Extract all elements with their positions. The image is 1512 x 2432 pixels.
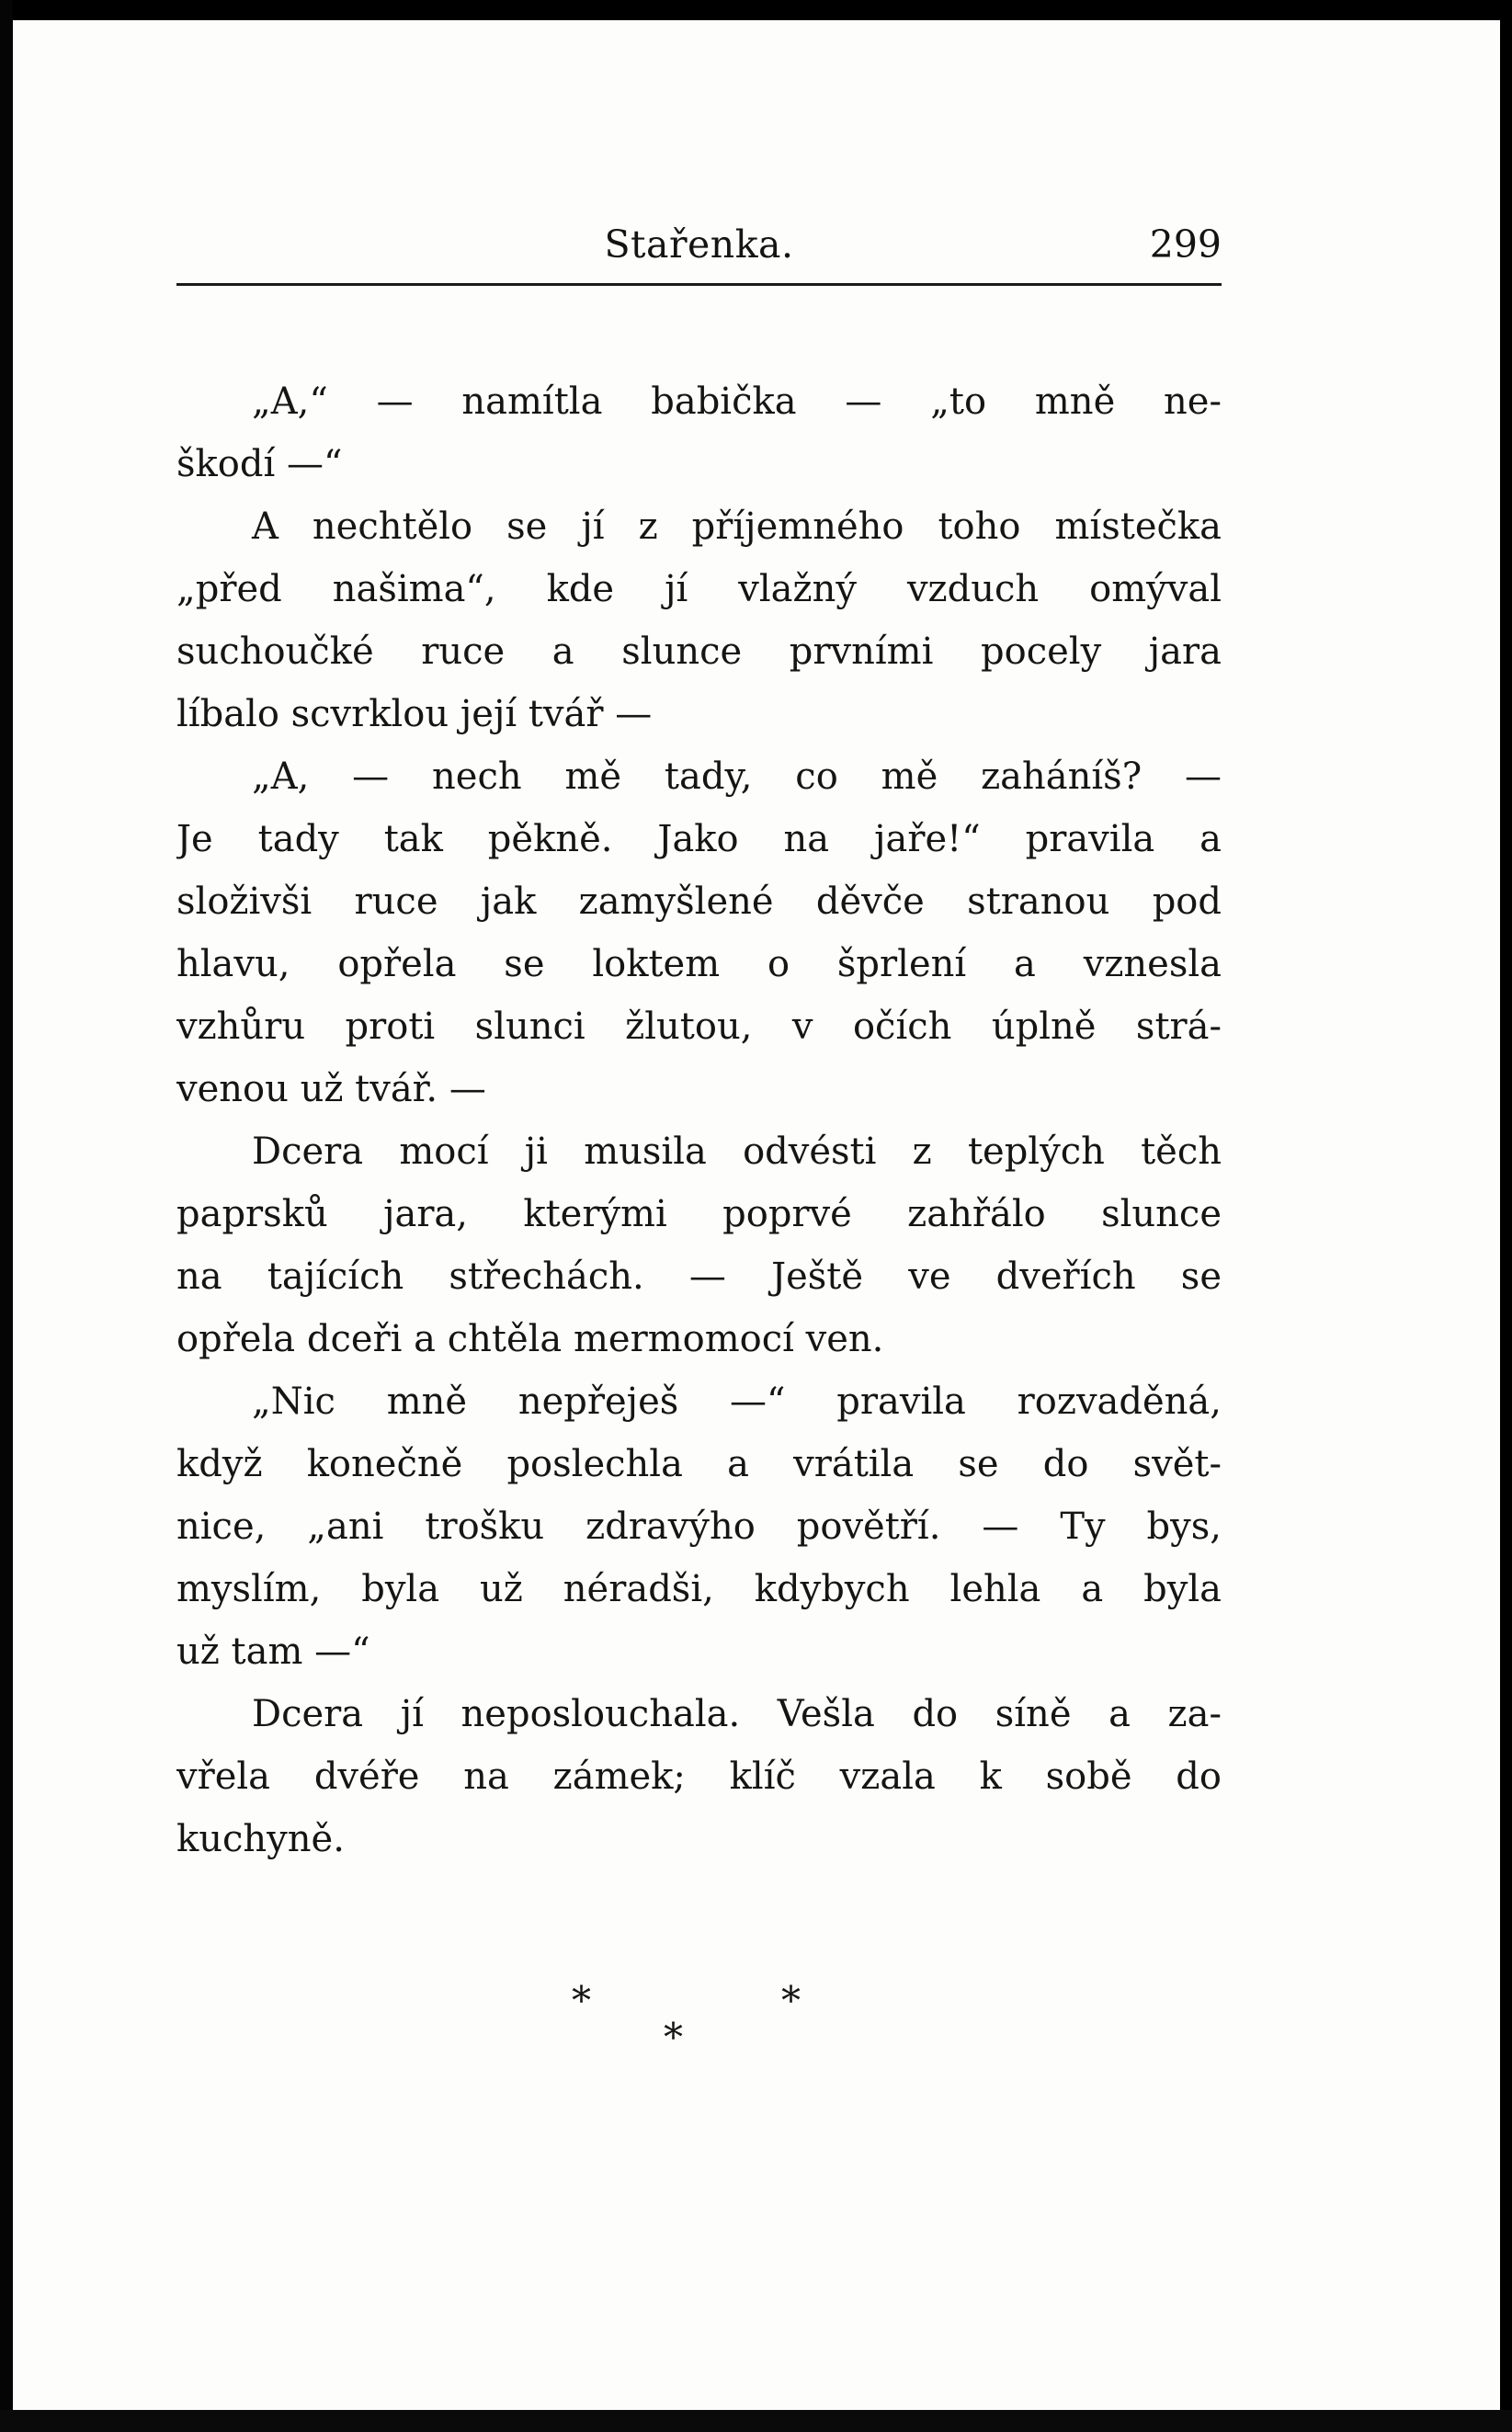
asterisk-middle: * [664,2015,683,2060]
asterisk-right: * [781,1978,801,2023]
text-line: už tam —“ [176,1631,370,1673]
text-line: „před našima“, kde jí vlažný vzduch omýval [176,568,1222,610]
text-line: Je tady tak pěkně. Jako na jaře!“ pravila a [176,818,1222,860]
running-header [176,222,1222,287]
header-rule [176,283,1222,286]
text-line: „A, — nech mě tady, co mě zaháníš? — [252,756,1222,798]
section-break-asterisks [551,1978,846,2097]
text-line: nice, „ani trošku zdravýho povětří. — Ty bys, [176,1506,1222,1548]
paragraph-3 [176,745,1222,1120]
page-number: 299 [1149,222,1222,267]
paragraph-2 [176,495,1222,745]
text-line: kuchyně. [176,1818,345,1860]
paragraph-5 [176,1370,1222,1683]
paragraph-6 [176,1683,1222,1870]
scan-border-bottom [0,2410,1512,2432]
text-line: Dcera jí neposlouchala. Vešla do síně a za- [252,1693,1222,1735]
text-line: „A,“ — namítla babička — „to mně ne- [252,381,1222,423]
text-line: paprsků jara, kterými poprvé zahřálo slunce [176,1193,1222,1235]
text-line: škodí —“ [176,443,343,485]
running-title: Stařenka. [604,222,794,267]
scan-border-left [0,0,13,2432]
text-line: A nechtělo se jí z příjemného toho místečka [252,506,1222,548]
text-line: venou už tvář. — [176,1068,486,1110]
text-line: opřela dceři a chtěla mermomocí ven. [176,1318,884,1360]
text-line: líbalo scvrklou její tvář — [176,693,653,735]
text-line: na tajících střechách. — Ještě ve dveřích se [176,1256,1222,1298]
text-line: vřela dvéře na zámek; klíč vzala k sobě do [176,1756,1222,1798]
paragraph-4 [176,1120,1222,1370]
body-text [176,370,1222,1870]
text-line: vzhůru proti slunci žlutou, v očích úplně strá- [176,1006,1222,1048]
text-line: složivši ruce jak zamyšlené děvče stranou pod [176,881,1222,923]
text-line: „Nic mně nepřeješ —“ pravila rozvaděná, [252,1381,1222,1423]
text-line: hlavu, opřela se loktem o šprlení a vznesla [176,943,1222,985]
text-line: myslím, byla už néradši, kdybych lehla a byla [176,1568,1222,1610]
text-line: suchoučké ruce a slunce prvními pocely jara [176,631,1222,673]
text-line: Dcera mocí ji musila odvésti z teplých těch [252,1131,1222,1173]
text-line: když konečně poslechla a vrátila se do svět- [176,1443,1222,1485]
paragraph-1 [176,370,1222,495]
asterisk-left: * [572,1978,591,2023]
